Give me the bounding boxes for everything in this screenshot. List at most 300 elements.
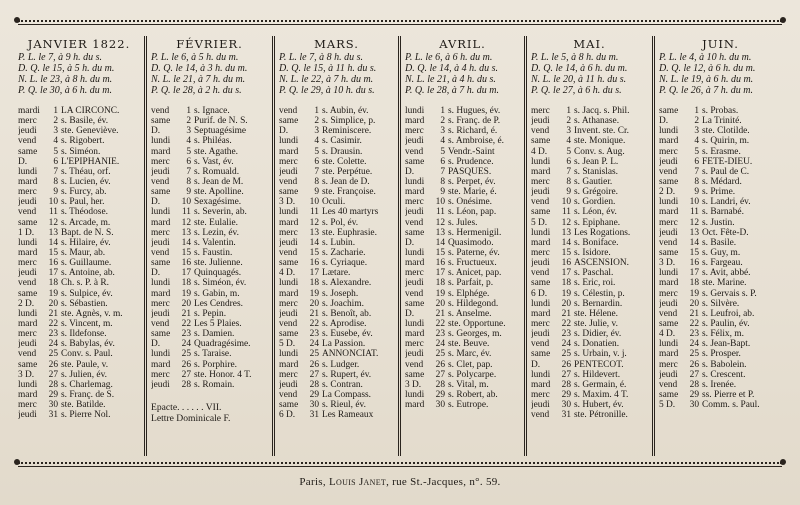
weekday: vend (659, 308, 678, 319)
weekday: 4 D. (659, 329, 676, 340)
day-row (659, 167, 782, 177)
moon-phase-line: N. L. le 21, à 4 h. du s. (405, 74, 496, 85)
saint-name: s. Boniface. (574, 237, 619, 248)
weekday: merc (18, 329, 37, 340)
day-number: 5 (694, 146, 699, 157)
saint-name: s. Silvère. (702, 298, 740, 309)
day-number: 24 (181, 339, 191, 350)
day-number: 20 (48, 298, 58, 309)
day-row (279, 349, 394, 359)
saint-name: s. Babylas, év. (61, 339, 115, 350)
day-number: 30 (435, 400, 445, 411)
day-number: 4 (314, 136, 319, 147)
weekday: lundi (18, 308, 38, 319)
day-number: 3 (314, 126, 319, 137)
weekday: lundi (405, 318, 425, 329)
weekday: same (279, 258, 299, 269)
day-number: 19 (561, 288, 571, 299)
day-row (531, 349, 648, 359)
saint-name: s. Onésime. (448, 197, 493, 208)
weekday: merc (531, 176, 550, 187)
saint-name: s. Vincent, m. (61, 318, 113, 329)
day-row (531, 126, 648, 136)
saint-name: s. Hildevert. (574, 369, 621, 380)
day-row (18, 126, 140, 136)
saint-name: Quadragésime. (194, 339, 251, 350)
day-number: 12 (435, 217, 445, 228)
day-number: 9 (314, 187, 319, 198)
day-row (659, 278, 782, 288)
weekday: jeudi (531, 258, 550, 269)
day-row (531, 339, 648, 349)
day-list (659, 106, 782, 410)
day-number: 16 (309, 258, 319, 269)
weekday: vend (279, 318, 298, 329)
day-row (151, 187, 268, 197)
day-number: 8 (186, 176, 191, 187)
day-row (151, 228, 268, 238)
day-number: 25 (689, 349, 699, 360)
day-number: 2 (694, 116, 699, 127)
saint-name: s. Eric, roi. (574, 278, 616, 289)
day-row (405, 390, 520, 400)
day-row (659, 289, 782, 299)
saint-name: s. Franç. de S. (61, 389, 115, 400)
saint-name: Purif. de N. S. (194, 116, 248, 127)
day-row (18, 299, 140, 309)
saint-name: s. Lucien, év. (61, 176, 111, 187)
day-row (18, 197, 140, 207)
moon-phase-line: P. L. le 6, à 5 h. du m. (151, 52, 239, 63)
weekday: lundi (18, 166, 38, 177)
weekday: jeudi (18, 197, 37, 208)
weekday: mard (279, 359, 299, 370)
day-row (18, 390, 140, 400)
day-row (151, 360, 268, 370)
saint-name: s. Hildegond. (448, 298, 499, 309)
day-row (151, 329, 268, 339)
day-number: 1 (440, 106, 445, 116)
saint-name: s. Jean-Bapt. (702, 339, 751, 350)
weekday: merc (405, 126, 424, 137)
day-number: 25 (561, 349, 571, 360)
day-number: 13 (309, 227, 319, 238)
day-row (659, 136, 782, 146)
day-number: 14 (435, 237, 445, 248)
day-row (279, 278, 394, 288)
day-number: 6 (186, 156, 191, 167)
saint-name: s. Fructueux. (448, 258, 497, 269)
day-number: 24 (48, 339, 58, 350)
saint-name: s. Furcy, ab. (61, 187, 107, 198)
day-row (531, 238, 648, 248)
saint-name: s. Médard. (702, 176, 742, 187)
saint-name: s. Ludger. (322, 359, 360, 370)
weekday: 5 D. (659, 400, 676, 411)
day-row (405, 106, 520, 116)
top-rule (18, 24, 782, 25)
moon-phase-line: N. L. le 20, à 11 h. du s. (531, 74, 627, 85)
day-row (659, 299, 782, 309)
saint-name: s. Léon, év. (574, 207, 617, 218)
day-number: 12 (48, 217, 58, 228)
day-row (405, 238, 520, 248)
saint-name: s. Parfait, p. (448, 278, 494, 289)
weekday: same (279, 187, 299, 198)
day-row (405, 207, 520, 217)
day-number: 27 (48, 369, 58, 380)
day-row (531, 147, 648, 157)
day-number: 23 (435, 329, 445, 340)
saint-name: ste. Paule, v. (61, 359, 109, 370)
saint-name: s. Barnabé. (702, 207, 744, 218)
day-number: 25 (435, 349, 445, 360)
weekday: lundi (659, 197, 679, 208)
saint-name: ste. Julienne. (194, 258, 243, 269)
weekday: lundi (151, 207, 171, 218)
day-number: 27 (561, 369, 571, 380)
weekday: vend (151, 318, 170, 329)
day-row (531, 329, 648, 339)
day-number: 14 (309, 237, 319, 248)
weekday: lundi (151, 136, 171, 147)
day-number: 8 (566, 176, 571, 187)
weekday: same (279, 400, 299, 411)
saint-name: Les Rogations. (574, 227, 631, 238)
day-row (279, 380, 394, 390)
weekday: jeudi (151, 166, 170, 177)
weekday: jeudi (659, 298, 678, 309)
saint-name: s. Crescent. (702, 369, 746, 380)
saint-name: s. Epiphane. (574, 217, 621, 228)
day-number: 11 (181, 207, 191, 218)
day-number: 16 (48, 258, 58, 269)
saint-name: s. Valentin. (194, 237, 236, 248)
day-row (405, 248, 520, 258)
weekday: D. (659, 116, 669, 127)
day-list (18, 106, 140, 420)
day-row (279, 106, 394, 116)
weekday: jeudi (279, 379, 298, 390)
saint-name: s. Urbain, v. j. (574, 349, 627, 360)
weekday: same (18, 217, 38, 228)
saint-name: s. Basile, év. (61, 116, 109, 127)
day-row (659, 187, 782, 197)
moon-phase-line: P. Q. le 26, à 7 h. du m. (659, 85, 753, 96)
day-row (405, 258, 520, 268)
day-row (151, 299, 268, 309)
saint-name: Ch. s. P. à R. (61, 278, 109, 289)
day-row (531, 207, 648, 217)
weekday: mard (151, 359, 171, 370)
day-row (405, 136, 520, 146)
saint-name: ss. Pierre et P. (702, 389, 755, 400)
day-number: 7 (314, 166, 319, 177)
month-column (14, 36, 144, 456)
weekday: mard (405, 329, 425, 340)
day-row (279, 370, 394, 380)
day-row (18, 116, 140, 126)
saint-name: s. Eutrope. (448, 400, 489, 411)
day-number: 21 (561, 308, 571, 319)
weekday: D. (405, 308, 415, 319)
saint-name: s. Charlemag. (61, 379, 113, 390)
month-column (144, 36, 272, 456)
day-number: 28 (689, 379, 699, 390)
moon-phases (151, 52, 268, 100)
day-row (405, 228, 520, 238)
day-row (531, 157, 648, 167)
weekday: same (151, 116, 171, 127)
day-number: 28 (309, 379, 319, 390)
day-row (18, 248, 140, 258)
day-number: 21 (689, 308, 699, 319)
saint-name: Oculi. (322, 197, 346, 208)
day-row (405, 400, 520, 410)
epacte: Epacte. . . . . . VII. (151, 401, 222, 413)
saint-name: s. Jacq. s. Phil. (574, 106, 630, 116)
day-number: 18 (309, 278, 319, 289)
day-row (659, 370, 782, 380)
day-row (151, 136, 268, 146)
day-number: 22 (181, 318, 191, 329)
saint-name: Quinquagés. (194, 268, 242, 279)
day-row (151, 248, 268, 258)
day-row (659, 360, 782, 370)
day-row (531, 116, 648, 126)
day-number: 20 (309, 298, 319, 309)
day-number: 10 (689, 197, 699, 208)
day-number: 8 (314, 176, 319, 187)
day-row (659, 319, 782, 329)
day-row (151, 207, 268, 217)
saint-name: ste. Pétronille. (574, 410, 628, 421)
day-number: 14 (561, 237, 571, 248)
moon-phase-line: D. Q. le 15, à 5 h. du m. (18, 63, 115, 74)
saint-name: ste. Euphrasie. (322, 227, 377, 238)
weekday: mard (659, 349, 679, 360)
saint-name: s. Taraise. (194, 349, 232, 360)
day-row (405, 268, 520, 278)
day-row (279, 136, 394, 146)
corner-dot (14, 17, 20, 23)
weekday: vend (659, 379, 678, 390)
day-number: 27 (309, 369, 319, 380)
saint-name: s. Paterne, év. (448, 247, 500, 258)
day-number: 13 (181, 227, 191, 238)
day-row (279, 258, 394, 268)
weekday: lundi (279, 349, 299, 360)
saint-name: s. Eusebe, év. (322, 329, 373, 340)
weekday: merc (151, 156, 170, 167)
day-row (18, 268, 140, 278)
saint-name: s. Pierre Nol. (61, 410, 111, 421)
saint-name: s. Hugues, év. (448, 106, 501, 116)
weekday: vend (531, 410, 550, 421)
day-number: 14 (181, 237, 191, 248)
moon-phases (18, 52, 140, 100)
day-row (151, 177, 268, 187)
day-row (151, 197, 268, 207)
saint-name: s. Fargeau. (702, 258, 743, 269)
day-row (531, 177, 648, 187)
weekday: merc (18, 258, 37, 269)
weekday: 1 D. (18, 227, 35, 238)
weekday: same (531, 207, 551, 218)
weekday: same (531, 136, 551, 147)
day-number: 21 (48, 308, 58, 319)
weekday: mard (151, 146, 171, 157)
saint-name: Les Rameaux (322, 410, 374, 421)
saint-name: s. Probas. (702, 106, 739, 116)
saint-name: ste. Apolline. (194, 187, 244, 198)
day-row (279, 309, 394, 319)
day-row (279, 116, 394, 126)
day-number: 25 (48, 349, 58, 360)
day-number: 22 (309, 318, 319, 329)
weekday: jeudi (279, 237, 298, 248)
day-number: 21 (309, 308, 319, 319)
moon-phases (659, 52, 782, 100)
moon-phase-line: N. L. le 19, à 6 h. du m. (659, 74, 754, 85)
weekday: same (151, 329, 171, 340)
weekday: lundi (659, 268, 679, 279)
day-number: 17 (689, 268, 699, 279)
saint-name: s. Anselme. (448, 308, 492, 319)
day-row (531, 380, 648, 390)
saint-name: s. Pol, év. (322, 217, 359, 228)
day-row (151, 268, 268, 278)
day-number: 9 (53, 187, 58, 198)
day-number: 27 (689, 369, 699, 380)
day-number: 1 (566, 106, 571, 116)
day-number: 21 (181, 308, 191, 319)
weekday: same (405, 156, 425, 167)
weekday: same (151, 187, 171, 198)
day-number: 24 (689, 339, 699, 350)
day-row (151, 278, 268, 288)
saint-name: s. Leufroi, ab. (702, 308, 755, 319)
day-row (531, 248, 648, 258)
day-number: 16 (435, 258, 445, 269)
weekday: vend (405, 217, 424, 228)
weekday: 6 D. (531, 288, 548, 299)
weekday: merc (151, 227, 170, 238)
day-number: 5 (566, 146, 571, 157)
weekday: vend (18, 207, 37, 218)
saint-name: s. Romuald. (194, 166, 240, 177)
day-number: 24 (561, 339, 571, 350)
day-row (531, 370, 648, 380)
day-row (659, 349, 782, 359)
day-row (405, 197, 520, 207)
saint-name: La Passion. (322, 339, 366, 350)
weekday: mard (531, 237, 551, 248)
saint-name: s. Marc, év. (448, 349, 492, 360)
day-number: 10 (435, 197, 445, 208)
day-number: 15 (309, 247, 319, 258)
weekday: 4 D. (531, 146, 548, 157)
day-row (659, 390, 782, 400)
saint-name: s. Basile. (702, 237, 737, 248)
saint-name: Invent. ste. Cr. (574, 126, 629, 137)
weekday: merc (151, 369, 170, 380)
weekday: same (405, 369, 425, 380)
weekday: lundi (151, 349, 171, 360)
saint-name: s. Babolein. (702, 359, 747, 370)
day-row (659, 400, 782, 410)
weekday: jeudi (279, 308, 298, 319)
day-number: 12 (309, 217, 319, 228)
weekday: vend (18, 278, 37, 289)
month-column (398, 36, 524, 456)
day-number: 3 (53, 126, 58, 137)
saint-name: Reminiscere. (322, 126, 372, 137)
day-list (405, 106, 520, 410)
day-row (151, 309, 268, 319)
day-number: 19 (689, 288, 699, 299)
weekday: vend (405, 359, 424, 370)
moon-phase-line: P. Q. le 29, à 10 h. du s. (279, 85, 375, 96)
day-number: 23 (561, 329, 571, 340)
saint-name: s. Polycarpe. (448, 369, 497, 380)
saint-name: s. Philéas. (194, 136, 232, 147)
day-number: 13 (48, 227, 58, 238)
day-row (659, 339, 782, 349)
saint-name: s. Hilaire, év. (61, 237, 111, 248)
day-row (405, 157, 520, 167)
day-number: 18 (689, 278, 699, 289)
day-row (18, 136, 140, 146)
day-number: 5 (186, 146, 191, 157)
day-number: 3 (440, 126, 445, 137)
saint-name: Septuagésime (194, 126, 247, 137)
day-number: 18 (435, 278, 445, 289)
day-number: 20 (561, 298, 571, 309)
day-number: 28 (181, 379, 191, 390)
weekday: 3 D. (659, 258, 676, 269)
lettre-dominicale: Lettre Dominicale F. (151, 412, 231, 424)
saint-name: s. Faustin. (194, 247, 233, 258)
weekday: mard (659, 136, 679, 147)
day-number: 16 (689, 258, 699, 269)
saint-name: s. Pepin. (194, 308, 227, 319)
weekday: mard (405, 187, 425, 198)
weekday: mard (18, 318, 38, 329)
weekday: mard (279, 146, 299, 157)
day-number: 6 (440, 156, 445, 167)
day-row (279, 268, 394, 278)
weekday: D. (405, 166, 415, 177)
day-row (405, 177, 520, 187)
day-number: 17 (181, 268, 191, 279)
day-row (405, 278, 520, 288)
weekday: vend (531, 197, 550, 208)
saint-name: s. Simplice, p. (322, 116, 376, 127)
day-number: 26 (561, 359, 571, 370)
saint-name: s. Damien. (194, 329, 235, 340)
day-number: 6 (566, 156, 571, 167)
weekday: lundi (279, 136, 299, 147)
day-number: 2 (314, 116, 319, 127)
moon-phase-line: D. Q. le 15, à 11 h. du s. (279, 63, 377, 74)
day-row (659, 197, 782, 207)
day-row (279, 157, 394, 167)
saint-name: Comm. s. Paul. (702, 400, 760, 411)
weekday: jeudi (18, 126, 37, 137)
day-number: 4 (440, 136, 445, 147)
day-number: 19 (48, 288, 58, 299)
